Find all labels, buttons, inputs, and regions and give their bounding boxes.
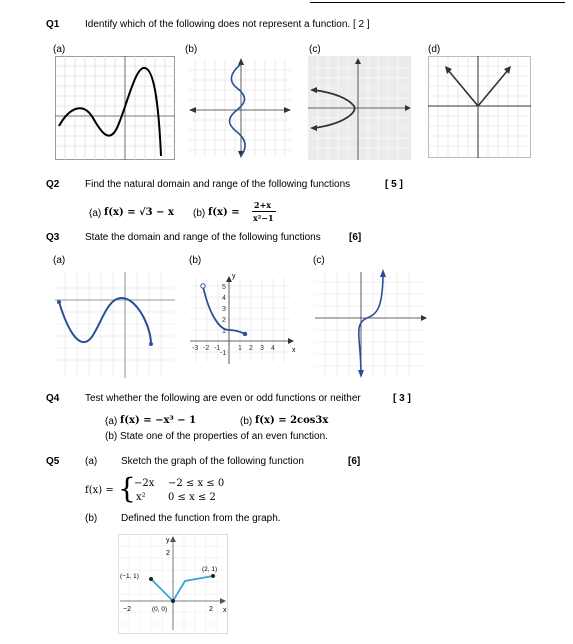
q1-graph-b: [185, 56, 295, 160]
q2-text: Find the natural domain and range of the following functions: [85, 179, 351, 190]
q3-graph-a: [53, 268, 178, 380]
q2-a-label: (a): [89, 208, 102, 219]
q2-b-lhs: f(x) =: [208, 207, 240, 218]
q3b-xtick-neg3: -3: [192, 345, 199, 352]
q4-text: Test whether the following are even or odd functions or neither: [85, 393, 361, 404]
q5-piece1-cond: −2 ≤ x ≤ 0: [168, 478, 225, 489]
q5-piece2-cond: 0 ≤ x ≤ 2: [168, 492, 216, 503]
q5-marks: [6]: [348, 456, 361, 467]
q4-b-expr: f(x) = 2cos3x: [255, 415, 329, 426]
q1-text: Identify which of the following does not represent a function. [ 2 ]: [85, 19, 370, 30]
q4-a-label: (a): [105, 416, 118, 427]
q4-a-expr: f(x) = −x³ − 1: [120, 415, 197, 426]
q1-number: Q1: [46, 19, 60, 30]
q2-a-expr: f(x) = √3 − x: [104, 207, 174, 218]
q3-label-c: (c): [313, 255, 325, 266]
q5-graph-xtick-2: 2: [209, 606, 213, 613]
q5-graph-pt-right: (2, 1): [202, 566, 218, 573]
q3-text: State the domain and range of the following functions: [85, 232, 321, 243]
q1-graph-a: [55, 56, 175, 160]
q3-label-a: (a): [53, 255, 66, 266]
q5-b-text: Defined the function from the graph.: [121, 513, 281, 524]
q3b-xlabel: x: [292, 347, 296, 354]
q3b-xtick-4: 4: [271, 345, 275, 352]
q4-c-text: (b) State one of the properties of an even function.: [105, 431, 328, 442]
q3b-ytick-2: 2: [222, 317, 226, 324]
q3-graph-b: [186, 268, 301, 380]
q3b-ytick-neg1: -1: [220, 350, 227, 357]
q3b-xtick-2: 2: [249, 345, 253, 352]
q1-label-b: (b): [185, 44, 198, 55]
q3b-ytick-3: 3: [222, 306, 226, 313]
q2-b-denominator: x²−1: [253, 213, 274, 223]
q2-number: Q2: [46, 179, 60, 190]
q3-number: Q3: [46, 232, 60, 243]
q5-a-label: (a): [85, 456, 98, 467]
q5-piece2-expr: x²: [136, 492, 146, 503]
q3-marks: [6]: [349, 232, 362, 243]
q5-graph-pt-origin: (0, 0): [152, 606, 168, 613]
top-rule: [310, 2, 565, 3]
q3b-ytick-4: 4: [222, 295, 226, 302]
q3b-ytick-1: 1: [222, 328, 226, 335]
q1-label-a: (a): [53, 44, 66, 55]
q2-b-numerator: 2+x: [254, 200, 272, 210]
q5-a-text: Sketch the graph of the following function: [121, 456, 304, 467]
q5-b-label: (b): [85, 513, 98, 524]
q1-label-d: (d): [428, 44, 441, 55]
q3b-xtick-3: 3: [260, 345, 264, 352]
q1-graph-d: [428, 56, 531, 158]
q5-piece1-expr: −2x: [134, 478, 155, 489]
q5-graph-xlabel: x: [223, 607, 227, 614]
q3b-xtick-neg2: -2: [203, 345, 210, 352]
q1-label-c: (c): [309, 44, 321, 55]
q3-graph-c: [311, 268, 429, 380]
q3b-ylabel: y: [232, 273, 236, 280]
q4-b-label: (b): [240, 416, 253, 427]
q3b-ytick-5: 5: [222, 284, 226, 291]
q5-number: Q5: [46, 456, 60, 467]
q5-graph-ylabel: y: [166, 537, 170, 544]
q5-graph-ytick-2: 2: [166, 550, 170, 557]
q3-label-b: (b): [189, 255, 202, 266]
q3b-xtick-neg1: -1: [214, 345, 221, 352]
q5-piece-lhs: f(x) =: [85, 485, 114, 496]
q2-b-label: (b): [193, 208, 206, 219]
q1-graph-c: [308, 56, 411, 160]
q3b-xtick-1: 1: [238, 345, 242, 352]
q5-piece-brace: {: [118, 472, 136, 505]
q5-graph-xtick-neg2: −2: [123, 606, 131, 613]
q5-graph-pt-left: (−1, 1): [120, 573, 139, 580]
q5-graph: [118, 534, 228, 634]
q4-marks: [ 3 ]: [393, 393, 411, 404]
q2-marks: [ 5 ]: [385, 179, 403, 190]
q4-number: Q4: [46, 393, 60, 404]
